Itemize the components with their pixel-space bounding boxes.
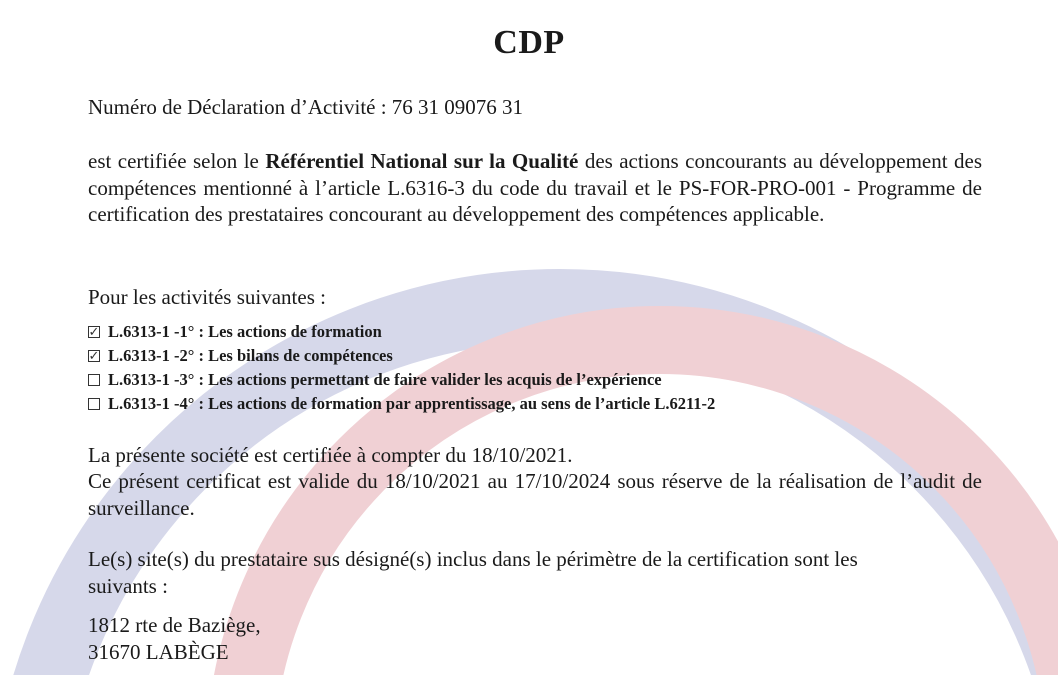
activity-label: L.6313-1 -4° : Les actions de formation par apprentissage, au sens de l’article L.6211-2 [108,394,716,413]
activity-label: L.6313-1 -2° : Les bilans de compétences [108,346,393,365]
checkbox-checked-icon: ✓ [88,348,100,363]
activity-label: L.6313-1 -1° : Les actions de formation [108,322,382,341]
certified-from-date: La présente société est certifiée à compter du 18/10/2021. [88,443,573,467]
sites-intro [88,546,982,599]
activity-item [88,320,982,344]
site-address [88,612,982,665]
validity-statement: Ce présent certificat est valide du 18/10/2021 au 17/10/2024 sous réserve de la réalisation de l’audit de surveillance. [88,469,982,520]
referentiel-name: Référentiel National sur la Qualité [265,149,579,173]
declaration-number: Numéro de Déclaration d’Activité : 76 31 09076 31 [88,95,524,119]
activities-list [88,320,982,416]
activity-item [88,392,982,416]
certification-intro: est certifiée selon le [88,149,266,173]
activities-heading: Pour les activités suivantes : [88,285,326,309]
address-line2: 31670 LABÈGE [88,639,229,664]
page-title: CDP [493,24,565,61]
activity-item [88,344,982,368]
activity-item [88,368,982,392]
checkbox-checked-icon: ✓ [88,324,100,339]
certification-rest: des actions concourants au développement des compétences mentionné à l’article L.6316-3 du code du travail et le PS-FOR-PRO-001 - Programme de certification des prestataires concourant au développement des compétences applicable. [88,149,983,226]
checkbox-empty-icon [88,398,100,410]
certification-paragraph [88,148,982,228]
address-line1: 1812 rte de Baziège, [88,613,261,637]
checkbox-empty-icon [88,374,100,386]
sites-intro-line1: Le(s) site(s) du prestataire sus désigné(s) inclus dans le périmètre de la certification sont les [88,547,858,571]
activity-label: L.6313-1 -3° : Les actions permettant de faire valider les acquis de l’expérience [108,370,662,389]
sites-intro-line2: suivants : [88,573,168,598]
